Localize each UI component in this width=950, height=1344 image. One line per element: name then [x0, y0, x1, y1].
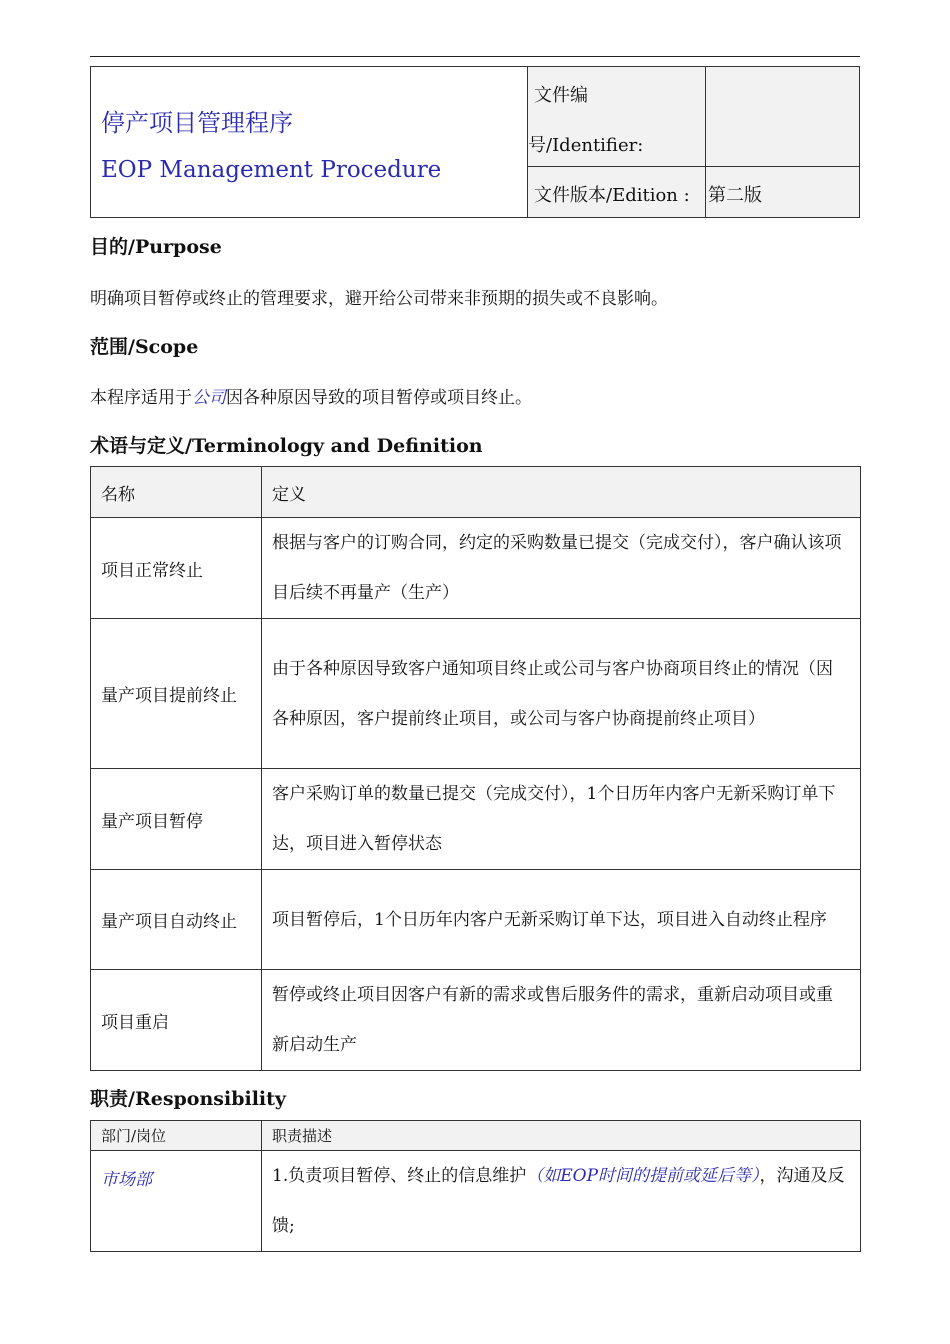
- term-name: 项目正常终止: [91, 518, 262, 619]
- document-title-en: EOP Management Procedure: [101, 157, 442, 183]
- description-post: ，沟通及反馈;: [272, 1166, 845, 1236]
- terminology-table: [90, 466, 861, 1071]
- table-row: [91, 769, 861, 870]
- department-name-text: 市场部: [101, 1170, 152, 1190]
- scope-company-highlight: 公司: [192, 388, 226, 408]
- identifier-label-line2: 号/Identifier:: [528, 135, 644, 156]
- table-row: [91, 870, 861, 970]
- identifier-value: [706, 67, 859, 167]
- term-definition: 由于各种原因导致客户通知项目终止或公司与客户协商项目终止的情况（因各种原因，客户提前终止项目，或公司与客户协商提前终止项目）: [262, 619, 861, 769]
- col-header-definition: 定义: [262, 467, 861, 518]
- purpose-heading: 目的/Purpose: [90, 236, 222, 258]
- col-header-department: 部门/岗位: [91, 1121, 262, 1151]
- header-rule: [90, 56, 860, 57]
- responsibility-heading: 职责/Responsibility: [90, 1088, 286, 1110]
- document-header: [90, 66, 860, 218]
- term-name: 项目重启: [91, 970, 262, 1071]
- term-definition: 客户采购订单的数量已提交（完成交付），1个日历年内客户无新采购订单下达，项目进入暂停状态: [262, 769, 861, 870]
- term-name: 量产项目暂停: [91, 769, 262, 870]
- responsibility-table: [90, 1120, 861, 1252]
- edition-label: 文件版本/Edition :: [528, 167, 706, 217]
- responsibility-header-row: [91, 1121, 861, 1151]
- scope-text: [90, 383, 532, 408]
- scope-text-post: 因各种原因导致的项目暂停或项目终止。: [226, 388, 532, 408]
- scope-heading: 范围/Scope: [90, 336, 199, 358]
- table-row: [91, 518, 861, 619]
- term-definition: 暂停或终止项目因客户有新的需求或售后服务件的需求，重新启动项目或重新启动生产: [262, 970, 861, 1071]
- purpose-text: 明确项目暂停或终止的管理要求，避开给公司带来非预期的损失或不良影响。: [90, 289, 668, 309]
- term-name: 量产项目自动终止: [91, 870, 262, 970]
- responsibility-description: [262, 1151, 861, 1252]
- description-pre: 1.负责项目暂停、终止的信息维护: [272, 1166, 527, 1186]
- col-header-name: 名称: [91, 467, 262, 518]
- terminology-heading: 术语与定义/Terminology and Definition: [90, 435, 483, 457]
- terminology-header-row: [91, 467, 861, 518]
- identifier-label-line1: 文件编: [534, 85, 588, 106]
- table-row: [91, 619, 861, 769]
- term-definition: 项目暂停后，1个日历年内客户无新采购订单下达，项目进入自动终止程序: [262, 870, 861, 970]
- term-name: 量产项目提前终止: [91, 619, 262, 769]
- table-row: [91, 970, 861, 1071]
- department-name: [91, 1151, 262, 1252]
- description-highlight: （如EOP时间的提前或延后等）: [526, 1166, 760, 1186]
- table-row: [91, 1151, 861, 1252]
- title-cell: [91, 67, 528, 217]
- scope-text-pre: 本程序适用于: [90, 388, 192, 408]
- col-header-description: 职责描述: [262, 1121, 861, 1151]
- term-definition: 根据与客户的订购合同，约定的采购数量已提交（完成交付），客户确认该项目后续不再量产（生产）: [262, 518, 861, 619]
- document-title-cn: 停产项目管理程序: [101, 109, 293, 137]
- identifier-label-cell: [528, 67, 706, 167]
- edition-value: 第二版: [706, 167, 859, 217]
